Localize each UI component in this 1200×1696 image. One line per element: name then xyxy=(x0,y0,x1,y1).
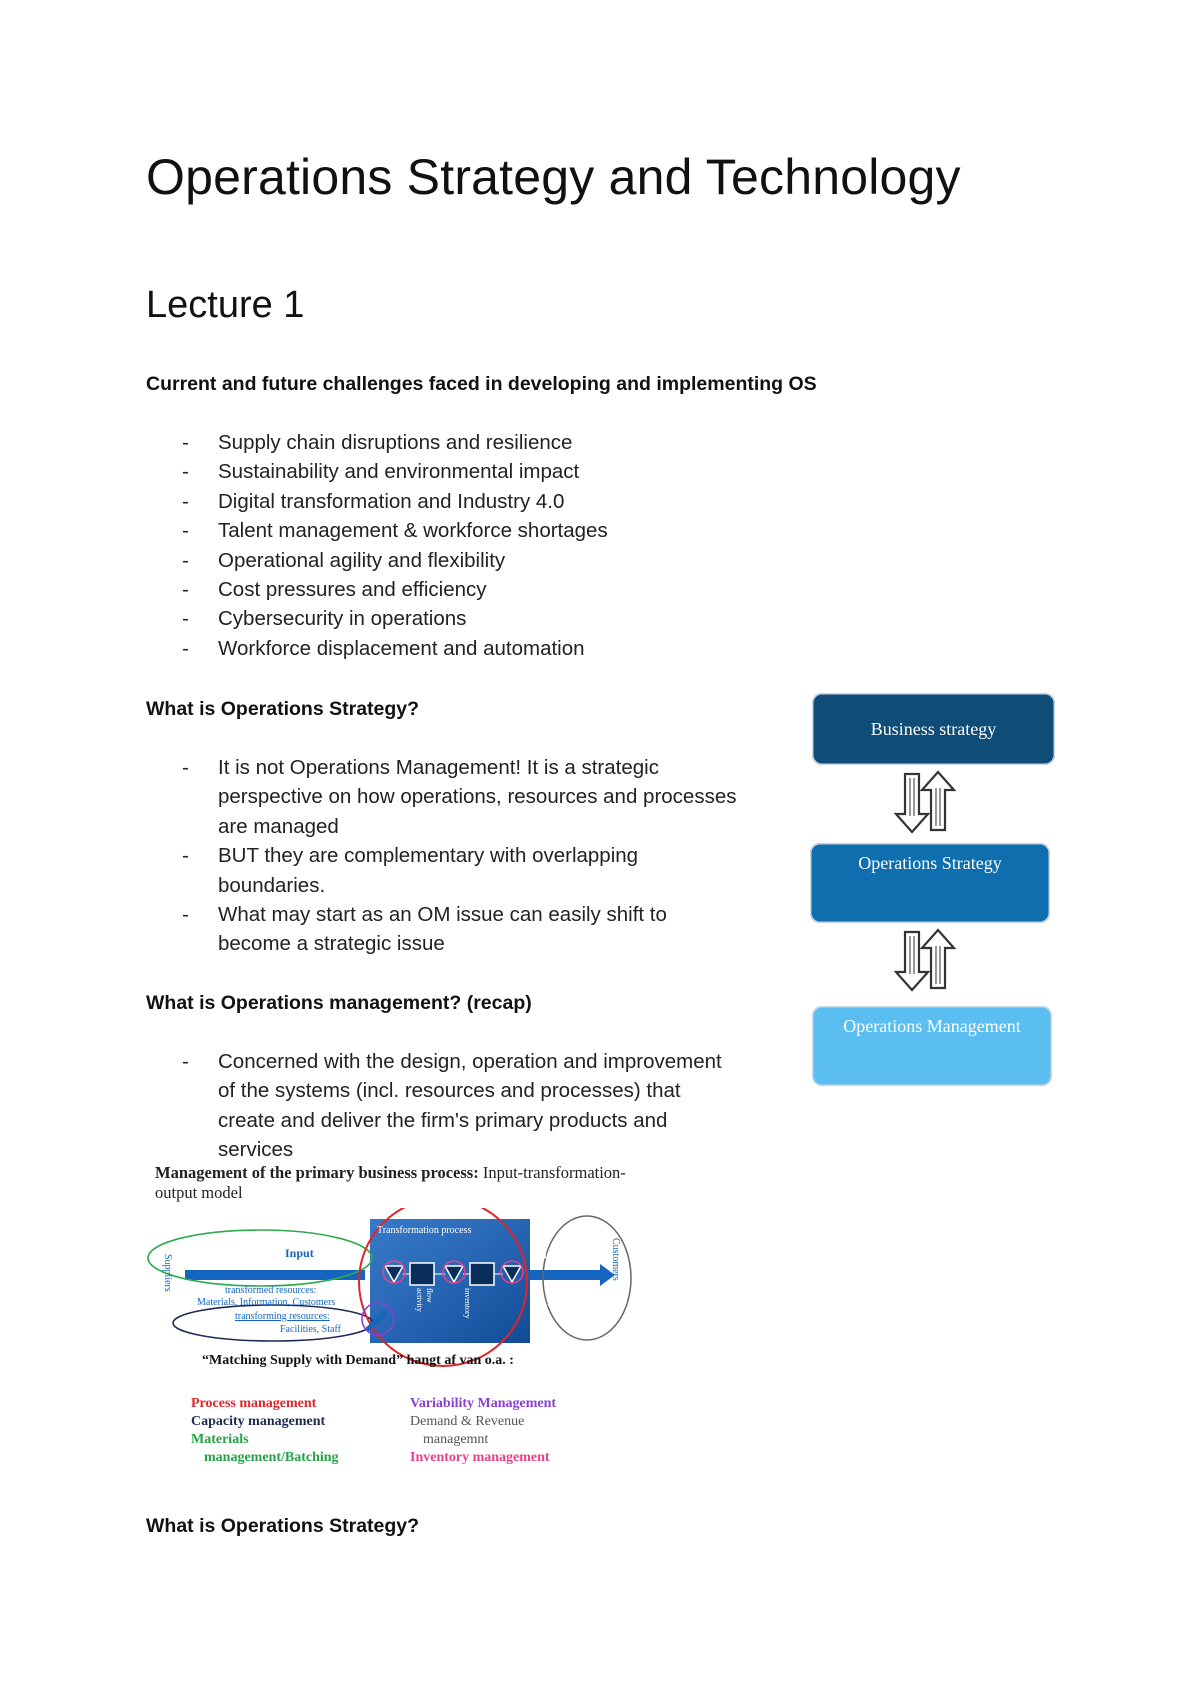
figure-title-rest: Input-transformation- xyxy=(478,1163,626,1182)
dash-marker: - xyxy=(182,844,189,868)
suppliers-label: Suppliers xyxy=(162,1254,173,1292)
output-label: Output xyxy=(535,1249,570,1261)
list-item-text: services xyxy=(218,1138,294,1162)
list-item-text: What may start as an OM issue can easily shift to xyxy=(218,903,667,927)
activity-box-2 xyxy=(470,1263,494,1285)
list-item xyxy=(146,546,846,575)
list-item-text: are managed xyxy=(218,814,339,838)
dash-marker: - xyxy=(182,578,189,602)
challenges-list xyxy=(146,428,846,663)
dash-marker: - xyxy=(182,489,189,513)
dash-marker: - xyxy=(182,548,189,572)
legend-inventory-management: Inventory management xyxy=(410,1450,550,1465)
list-item-text: Talent management & workforce shortages xyxy=(218,519,608,543)
om-heading: What is Operations management? (recap) xyxy=(146,992,532,1014)
list-item xyxy=(146,1047,806,1165)
transforming-items: Facilities, Staff xyxy=(280,1324,341,1335)
lecture-heading: Lecture 1 xyxy=(146,284,305,326)
os-list xyxy=(146,753,806,959)
legend-materials: Materials xyxy=(191,1432,249,1447)
legend-batching: management/Batching xyxy=(204,1450,339,1465)
dash-marker: - xyxy=(182,431,189,454)
dash-marker: - xyxy=(182,1050,189,1073)
list-item-text: Cost pressures and efficiency xyxy=(218,578,487,602)
list-item xyxy=(146,841,806,900)
list-item-text: create and deliver the firm's primary products and xyxy=(218,1108,668,1132)
bidirectional-arrow-icon xyxy=(893,770,959,834)
dash-marker: - xyxy=(182,460,189,484)
dash-marker: - xyxy=(182,903,189,927)
legend-process-management: Process management xyxy=(191,1396,317,1411)
list-item-text: BUT they are complementary with overlapping xyxy=(218,844,639,868)
list-item-text: Operational agility and flexibility xyxy=(218,548,506,572)
business-strategy-box: Business strategy xyxy=(812,693,1055,765)
customers-label: Customers xyxy=(610,1238,621,1281)
list-item xyxy=(146,900,806,959)
legend-variability-management: Variability Management xyxy=(410,1396,557,1411)
activity-box-1 xyxy=(410,1263,434,1285)
challenges-heading: Current and future challenges faced in developing and implementing OS xyxy=(146,373,817,395)
list-item-text: Sustainability and environmental impact xyxy=(218,460,580,484)
transforming-label: transforming resources: xyxy=(235,1311,330,1322)
list-item-text: It is not Operations Management! It is a strategic xyxy=(218,756,659,779)
transformation-label: Transformation process xyxy=(377,1225,472,1236)
dash-marker: - xyxy=(182,607,189,631)
activity-label: activity xyxy=(415,1288,424,1312)
list-item xyxy=(146,634,846,663)
legend-demand-revenue-2: managemnt xyxy=(423,1432,489,1447)
om-list xyxy=(146,1047,806,1165)
figure-title xyxy=(155,1163,715,1203)
list-item xyxy=(146,487,846,516)
services-label: Services xyxy=(547,1298,581,1309)
list-item xyxy=(146,457,846,486)
dash-marker: - xyxy=(182,756,189,779)
inventory-label: inventory xyxy=(463,1288,472,1319)
list-item-text: Workforce displacement and automation xyxy=(218,636,585,660)
products-label: Products xyxy=(547,1285,582,1296)
list-item-text: Cybersecurity in operations xyxy=(218,607,467,631)
figure-title-line2: output model xyxy=(155,1183,243,1202)
dash-marker: - xyxy=(182,519,189,543)
list-item xyxy=(146,604,846,633)
list-item-text: Concerned with the design, operation and improvement xyxy=(218,1050,722,1073)
legend-demand-revenue: Demand & Revenue xyxy=(410,1414,525,1429)
list-item-text: of the systems (incl. resources and processes) that xyxy=(218,1079,681,1103)
figure-title-bold: Management of the primary business process: xyxy=(155,1163,479,1182)
output-flow-bar xyxy=(530,1270,600,1280)
list-item-text: become a strategic issue xyxy=(218,932,445,956)
legend-capacity-management: Capacity management xyxy=(191,1414,326,1429)
os-heading: What is Operations Strategy? xyxy=(146,698,420,720)
list-item-text: Supply chain disruptions and resilience xyxy=(218,431,573,454)
list-item xyxy=(146,575,846,604)
transformed-label: transformed resources: xyxy=(225,1285,317,1296)
legend-right xyxy=(410,1395,556,1467)
matching-text: “Matching Supply with Demand” hangt af van o.a. : xyxy=(202,1353,514,1368)
list-item xyxy=(146,516,846,545)
operations-strategy-box: Operations Strategy xyxy=(810,843,1050,923)
operations-management-box: Operations Management xyxy=(812,1006,1052,1086)
list-item-text: boundaries. xyxy=(218,873,326,897)
document-title: Operations Strategy and Technology xyxy=(146,149,961,205)
input-label: Input xyxy=(285,1246,314,1260)
legend-left xyxy=(191,1395,339,1467)
list-item xyxy=(146,428,846,457)
list-item-text: perspective on how operations, resources and processes xyxy=(218,785,737,809)
bidirectional-arrow-icon-2 xyxy=(893,928,959,992)
dash-marker: - xyxy=(182,636,189,660)
flow-label: flow xyxy=(425,1288,434,1303)
list-item-text: Digital transformation and Industry 4.0 xyxy=(218,489,565,513)
os-heading-2: What is Operations Strategy? xyxy=(146,1515,420,1537)
list-item xyxy=(146,753,806,841)
transformed-items: Materials, Information, Customers xyxy=(197,1297,336,1308)
